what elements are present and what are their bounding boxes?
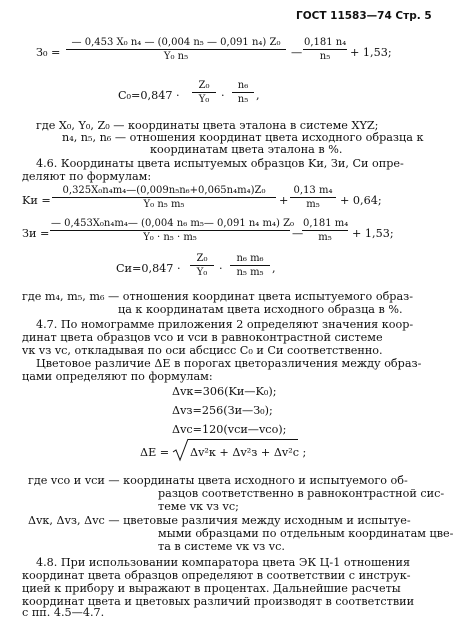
where-text: мыми образцами по отдельным координатам цве- <box>158 527 453 540</box>
where-text: n₄, n₅, n₆ — отношения координат цвета исходного образца к <box>62 131 424 144</box>
eq-tail: + 1,53; <box>352 227 394 240</box>
where-text: разцов соответственно в равноконтрастной сис- <box>158 487 445 500</box>
where-text: где vсо и vси — координаты цвета исходного и испытуемого об- <box>28 474 408 487</box>
numerator: 0,325X₀n₄m₄—(0,009n₅n₆+0,065n₄m₄)Z₀ <box>52 185 276 198</box>
where-text: Δvк, Δvз, Δvс — цветовые различия между исходным и испытуе- <box>28 514 411 527</box>
numerator: n₆ <box>232 80 254 93</box>
eq-lhs: C₀=0,847 · <box>118 89 180 102</box>
denominator: m₅ <box>318 232 332 243</box>
eq-fraction <box>303 37 347 62</box>
numerator: — 0,453 X₀ n₄ — (0,004 n₅ — 0,091 n₄) Z₀ <box>66 37 286 50</box>
formula-dvz: Δvз=256(Зи—З₀); <box>172 404 273 417</box>
numerator: 0,13 m₄ <box>290 185 336 198</box>
eq-lhs: З₀ = <box>36 46 61 59</box>
eq-fraction <box>230 253 270 278</box>
where-text: где X₀, Y₀, Z₀ — координаты цвета эталона в системе XYZ; <box>36 119 379 132</box>
numerator: 0,181 n₄ <box>304 37 347 48</box>
operator: · <box>221 89 225 102</box>
where-text: та в системе vк vз vс. <box>158 540 285 553</box>
where-text: координатам цвета эталона в %. <box>150 143 343 156</box>
paragraph-line: цами определяют по формулам: <box>22 370 213 383</box>
page-header: ГОСТ 11583—74 Стр. 5 <box>296 10 432 22</box>
paragraph-line: с пп. 4.5—4.7. <box>22 606 105 619</box>
numerator: n₆ m₆ <box>230 253 270 266</box>
paragraph-line: цией к прибору и выражают в процентах. Дальнейшие расчеты <box>22 582 401 595</box>
where-text: ца к координатам цвета исходного образца в %. <box>118 303 403 316</box>
paragraph-line: vк vз vс, откладывая по оси абсцисс C₀ и Cи соответственно. <box>22 344 383 357</box>
paragraph-line: динат цвета образцов vсо и vси в равноконтрастной системе <box>22 331 383 344</box>
formula-dvk: Δvк=306(Kи—K₀); <box>172 385 277 398</box>
paragraph-line: 4.7. По номограмме приложения 2 определяют значения коор- <box>36 318 414 331</box>
denominator: n₅ m₅ <box>236 267 264 278</box>
denominator: Y₀ · n₅ · m₅ <box>143 232 197 243</box>
eq-lhs: ΔE = <box>140 446 170 459</box>
eq-lhs: Kи = <box>22 194 51 207</box>
operator: — <box>292 227 304 240</box>
eq-lhs: Cи=0,847 · <box>116 262 181 275</box>
denominator: Y₀ <box>196 267 208 278</box>
sqrt-icon <box>172 438 190 462</box>
paragraph-line: координат цвета образцов определяют в соответствии с инструк- <box>22 569 411 582</box>
numerator: Z₀ <box>190 253 214 266</box>
denominator: m₅ <box>306 199 320 210</box>
denominator: n₅ <box>237 94 249 105</box>
operator: — <box>291 46 303 59</box>
eq-tail: + 0,64; <box>340 194 382 207</box>
radical-bar <box>188 439 298 440</box>
where-text: теме vк vз vс; <box>158 500 239 513</box>
eq-fraction <box>50 218 295 243</box>
eq-fraction <box>290 185 336 210</box>
paragraph-line: 4.8. При использовании компаратора цвета ЭК Ц-1 отношения <box>36 556 411 569</box>
eq-fraction <box>190 253 214 278</box>
paragraph-line: координат цвета и цветовых различий производят в соответствии <box>22 595 415 608</box>
numerator: — 0,453X₀n₄m₄— (0,004 n₆ m₅— 0,091 n₄ m₄) Z₀ <box>51 218 295 229</box>
eq-fraction <box>66 37 286 62</box>
paragraph-line: Цветовое различие ΔE в порогах цветоразличения между образ- <box>36 357 422 370</box>
eq-tail: , <box>272 262 276 275</box>
paragraph-line: деляют по формулам: <box>22 170 152 183</box>
eq-fraction <box>232 80 254 105</box>
numerator: 0,181 m₄ <box>303 218 349 229</box>
where-text: где m₄, m₅, m₆ — отношения координат цвета испытуемого образ- <box>22 290 414 303</box>
eq-fraction <box>302 218 348 243</box>
operator: + <box>279 194 289 207</box>
eq-fraction <box>52 185 276 210</box>
eq-fraction <box>192 80 216 105</box>
operator: · <box>219 262 223 275</box>
denominator: Y₀ n₅ <box>163 51 189 62</box>
denominator: Y₀ <box>198 94 210 105</box>
paragraph-line: 4.6. Координаты цвета испытуемых образцов Kи, Зи, Си опре- <box>36 157 404 170</box>
eq-lhs: Зи = <box>22 227 50 240</box>
numerator: Z₀ <box>192 80 216 93</box>
eq-tail: , <box>256 89 260 102</box>
formula-dvc: Δvс=120(vси—vсо); <box>172 423 287 436</box>
eq-tail: + 1,53; <box>350 46 392 59</box>
radicand: Δv²к + Δv²з + Δv²с ; <box>190 446 307 459</box>
denominator: n₅ <box>319 51 331 62</box>
denominator: Y₀ n₅ m₅ <box>143 199 185 210</box>
